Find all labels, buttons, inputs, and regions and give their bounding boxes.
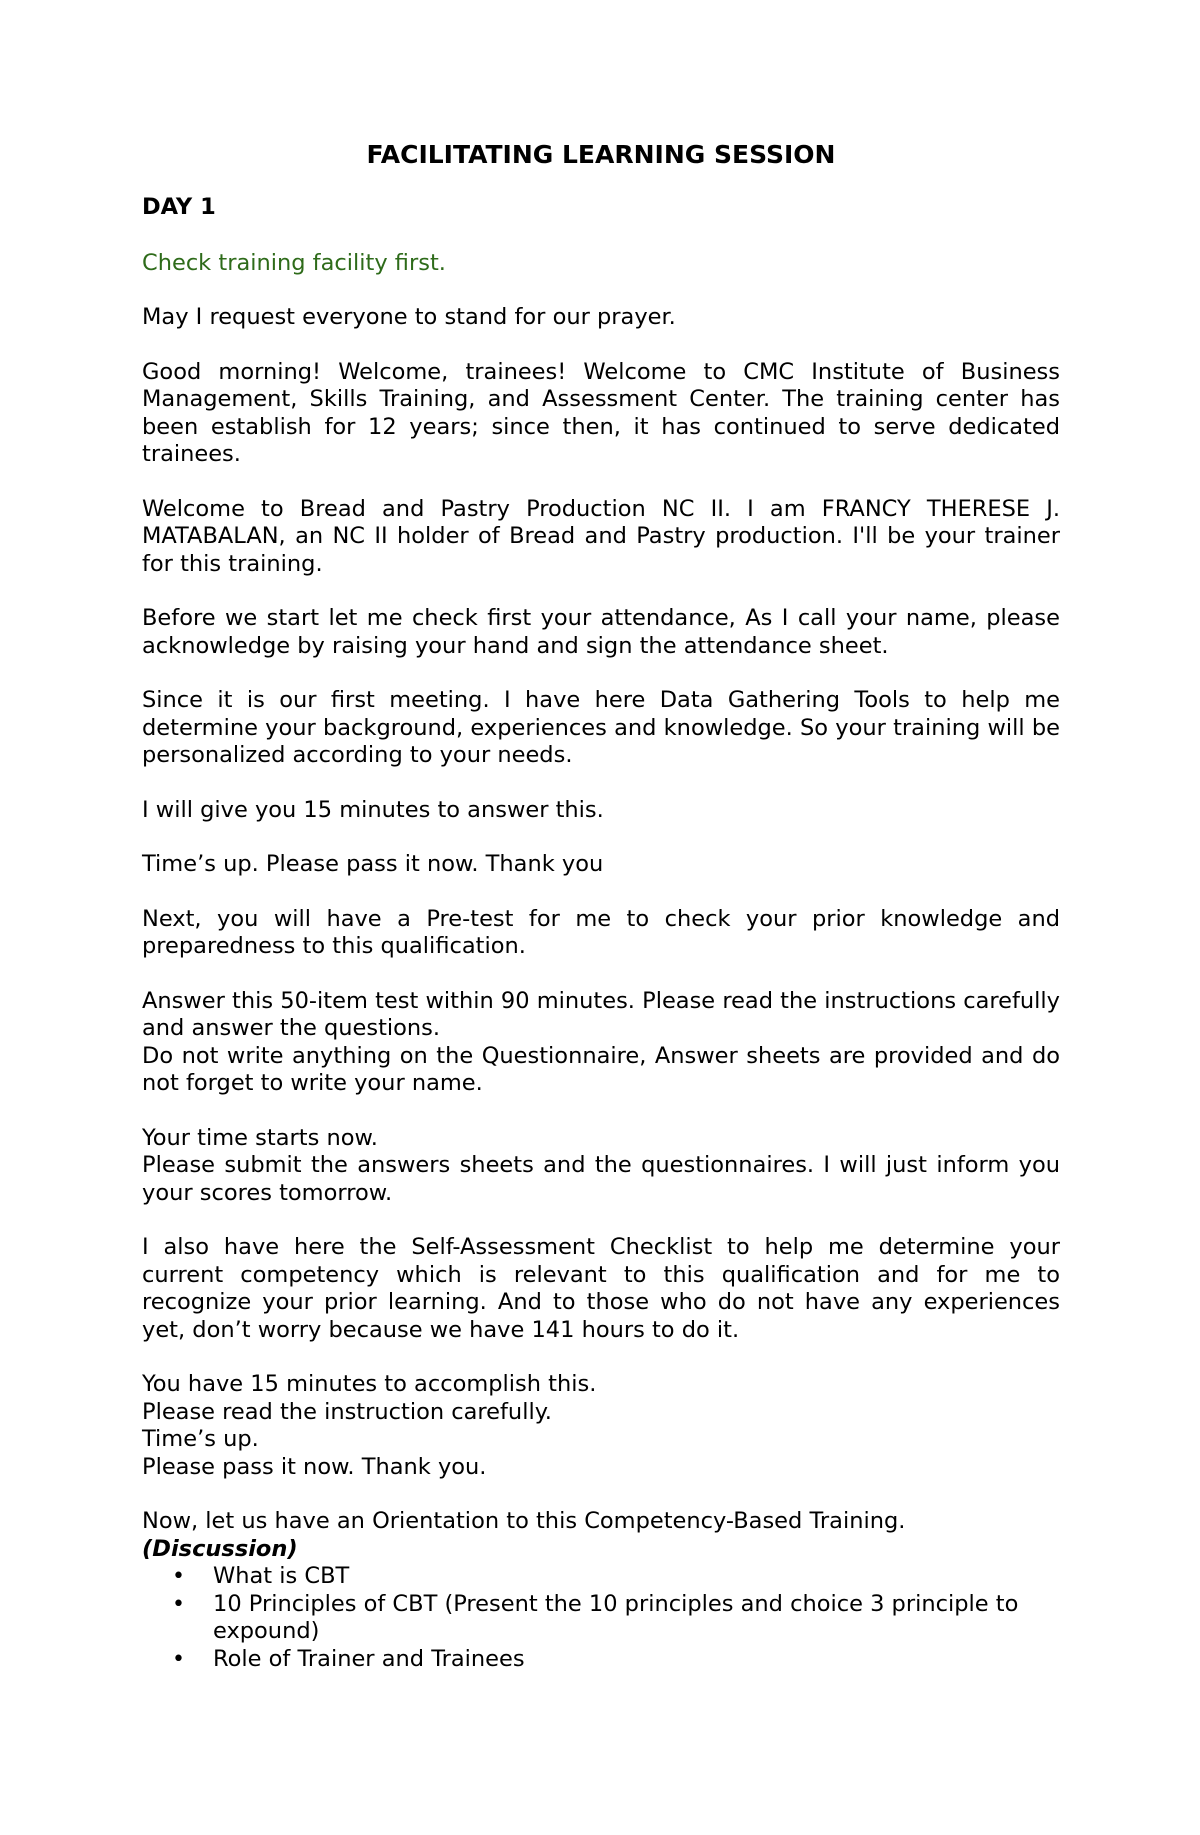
paragraph-orientation: Now, let us have an Orientation to this Competency-Based Training. (142, 1508, 906, 1534)
checklist-line-2: Please read the instruction carefully. (142, 1398, 552, 1425)
list-item: • What is CBT (142, 1563, 1060, 1591)
facility-note: Check training facility first. (142, 249, 446, 276)
day-heading: DAY 1 (142, 194, 216, 220)
pretest-line-1: Answer this 50-item test within 90 minutes. Please read the instructions carefully and answer the questions. (142, 987, 1060, 1041)
paragraph-trainer-intro: Welcome to Bread and Pastry Production NC II. I am FRANCY THERESE J. MATABALAN, an NC II holder of Bread and Pastry production. I'll be your trainer for this training. (142, 495, 1060, 577)
submission-line-1: Your time starts now. (142, 1124, 378, 1151)
discussion-label: (Discussion) (142, 1535, 298, 1562)
paragraph-prayer: May I request everyone to stand for our prayer. (142, 304, 676, 330)
paragraph-times-up: Time’s up. Please pass it now. Thank you (142, 851, 604, 877)
document-body (142, 140, 1060, 1673)
discussion-list (142, 1563, 1060, 1673)
checklist-line-4: Please pass it now. Thank you. (142, 1453, 487, 1480)
submission-line-2: Please submit the answers sheets and the questionnaires. I will just inform you your scores tomorrow. (142, 1152, 1060, 1206)
paragraph-time-limit: I will give you 15 minutes to answer this. (142, 796, 604, 823)
checklist-line-1: You have 15 minutes to accomplish this. (142, 1371, 597, 1397)
paragraph-self-assessment: I also have here the Self-Assessment Checklist to help me determine your current competency which is relevant to this qualification and for me to recognize your prior learning. And to those who do not have any experiences yet, don’t worry because we have 141 hours to do it. (142, 1234, 1060, 1343)
list-item: • Role of Trainer and Trainees (142, 1646, 1060, 1674)
paragraph-data-gathering: Since it is our first meeting. I have here Data Gathering Tools to help me determine your background, experiences and knowledge. So your training will be personalized according to your needs. (142, 687, 1060, 768)
list-item: • 10 Principles of CBT (Present the 10 principles and choice 3 principle to expound) (142, 1591, 1060, 1646)
pretest-line-2: Do not write anything on the Questionnaire, Answer sheets are provided and do not forget to write your name. (142, 1042, 1060, 1096)
paragraph-submission (142, 1125, 1060, 1208)
paragraph-pretest-instructions (142, 988, 1060, 1098)
paragraph-attendance: Before we start let me check first your attendance, As I call your name, please acknowledge by raising your hand and sign the attendance sheet. (142, 605, 1060, 659)
paragraph-pretest-intro: Next, you will have a Pre-test for me to check your prior knowledge and preparedness to this qualification. (142, 905, 1060, 959)
paragraph-checklist-instructions (142, 1371, 1060, 1481)
document-title: FACILITATING LEARNING SESSION (366, 140, 836, 169)
paragraph-welcome: Good morning! Welcome, trainees! Welcome to CMC Institute of Business Management, Skills Training, and Assessment Center. The training center has been establish for 12 years; since then, it has continued to serve dedicated trainees. (142, 358, 1060, 467)
checklist-line-3: Time’s up. (142, 1426, 259, 1452)
